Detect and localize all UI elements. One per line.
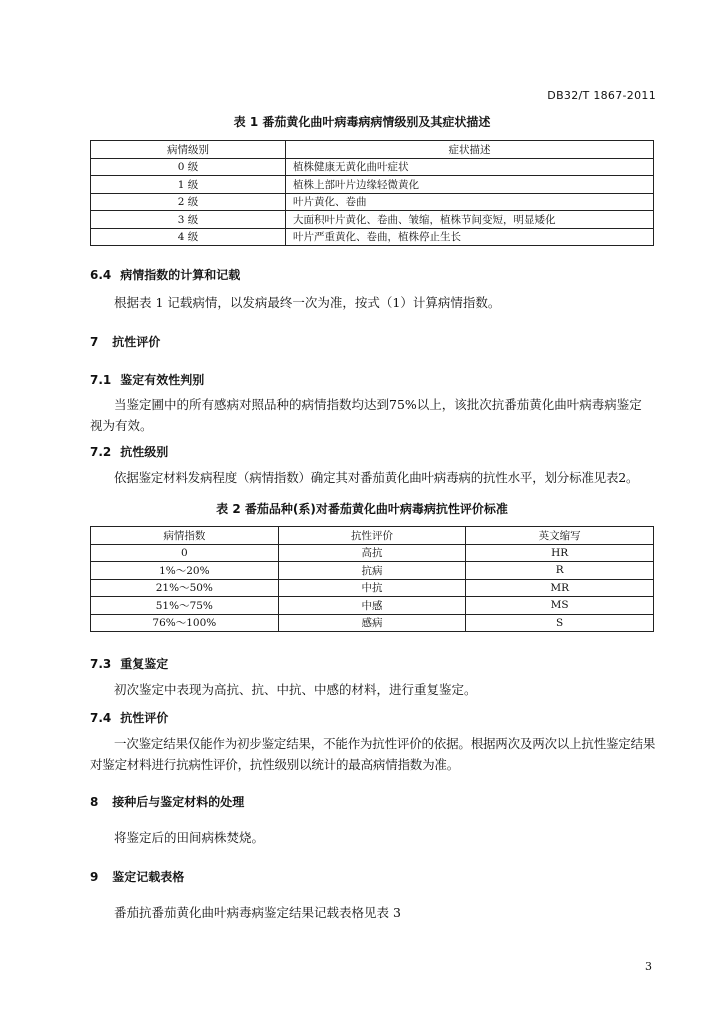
section-number: 7 (90, 335, 99, 349)
section-7-1-heading (90, 371, 204, 388)
standard-code: DB32/T 1867-2011 (547, 89, 656, 102)
section-number: 7.1 (90, 373, 112, 387)
cell-abbreviation: R (466, 562, 654, 580)
cell-symptom: 叶片黄化、卷曲 (286, 193, 654, 211)
cell-abbreviation: MR (466, 579, 654, 597)
section-6-4-text: 根据表 1 记载病情，以发病最终一次为准，按式（1）计算病情指数。 (114, 295, 501, 310)
cell-resistance: 高抗 (278, 544, 466, 562)
table-header-row (91, 527, 654, 545)
table1-symptom-levels (90, 140, 654, 246)
cell-symptom: 叶片严重黄化、卷曲，植株停止生长 (286, 228, 654, 246)
table-row (91, 544, 654, 562)
section-7-4-text: 一次鉴定结果仅能作为初步鉴定结果，不能作为抗性评价的依据。根据两次及两次以上抗性鉴定结果对鉴定材料进行抗病性评价，抗性级别以统计的最高病情指数为准。 (90, 736, 656, 772)
section-7-2-text: 依据鉴定材料发病程度（病情指数）确定其对番茄黄化曲叶病毒病的抗性水平，划分标准见表2。 (114, 470, 639, 485)
section-7-2-heading (90, 443, 168, 460)
cell-disease-index: 76%～100% (91, 614, 279, 632)
table-row (91, 562, 654, 580)
section-number: 7.3 (90, 657, 112, 671)
section-7-4-heading (90, 709, 168, 726)
cell-symptom: 植株上部叶片边缘轻微黄化 (286, 176, 654, 194)
cell-symptom: 大面积叶片黄化、卷曲、皱缩，植株节间变短，明显矮化 (286, 211, 654, 229)
col-header-resistance: 抗性评价 (278, 527, 466, 545)
table-row (91, 228, 654, 246)
table-row (91, 597, 654, 615)
table-row (91, 193, 654, 211)
section-7-3-heading (90, 655, 168, 672)
cell-abbreviation: HR (466, 544, 654, 562)
section-8-text: 将鉴定后的田间病株焚烧。 (114, 830, 265, 845)
cell-symptom: 植株健康无黄化曲叶症状 (286, 158, 654, 176)
table-row (91, 211, 654, 229)
table-row (91, 176, 654, 194)
section-number: 7.4 (90, 711, 112, 725)
cell-resistance: 中感 (278, 597, 466, 615)
section-8-heading (90, 793, 244, 810)
section-7-heading (90, 333, 160, 350)
cell-abbreviation: S (466, 614, 654, 632)
section-title: 鉴定记载表格 (112, 870, 185, 884)
section-title: 接种后与鉴定材料的处理 (112, 795, 245, 809)
section-6-4-heading (90, 266, 240, 283)
cell-disease-index: 21%～50% (91, 579, 279, 597)
section-title: 抗性评价 (112, 335, 161, 349)
section-9-heading (90, 868, 184, 885)
section-title: 鉴定有效性判别 (120, 373, 205, 387)
cell-disease-index: 0 (91, 544, 279, 562)
page-number: 3 (645, 960, 652, 973)
table-row (91, 579, 654, 597)
table-row (91, 614, 654, 632)
cell-level: 2 级 (91, 193, 286, 211)
col-header-disease-index: 病情指数 (91, 527, 279, 545)
col-header-abbreviation: 英文缩写 (466, 527, 654, 545)
cell-level: 3 级 (91, 211, 286, 229)
cell-resistance: 中抗 (278, 579, 466, 597)
section-title: 重复鉴定 (120, 657, 169, 671)
table2-caption: 表 2 番茄品种(系)对番茄黄化曲叶病毒病抗性评价标准 (216, 502, 508, 516)
section-number: 9 (90, 870, 99, 884)
table2-resistance-criteria (90, 526, 654, 632)
cell-disease-index: 51%～75% (91, 597, 279, 615)
section-title: 抗性级别 (120, 445, 169, 459)
cell-level: 0 级 (91, 158, 286, 176)
col-header-symptom: 症状描述 (286, 141, 654, 159)
table-row (91, 158, 654, 176)
section-9-text: 番茄抗番茄黄化曲叶病毒病鉴定结果记载表格见表 3 (114, 905, 401, 920)
col-header-level: 病情级别 (91, 141, 286, 159)
cell-disease-index: 1%～20% (91, 562, 279, 580)
cell-resistance: 感病 (278, 614, 466, 632)
section-number: 8 (90, 795, 99, 809)
cell-abbreviation: MS (466, 597, 654, 615)
table-header-row (91, 141, 654, 159)
section-title: 抗性评价 (120, 711, 169, 725)
cell-level: 1 级 (91, 176, 286, 194)
section-number: 6.4 (90, 268, 112, 282)
cell-resistance: 抗病 (278, 562, 466, 580)
cell-level: 4 级 (91, 228, 286, 246)
section-number: 7.2 (90, 445, 112, 459)
section-7-1-text: 当鉴定圃中的所有感病对照品种的病情指数均达到75%以上，该批次抗番茄黄化曲叶病毒病鉴定视为有效。 (90, 397, 642, 433)
section-7-3-text: 初次鉴定中表现为高抗、抗、中抗、中感的材料，进行重复鉴定。 (114, 682, 477, 697)
table1-caption: 表 1 番茄黄化曲叶病毒病病情级别及其症状描述 (233, 115, 491, 129)
section-title: 病情指数的计算和记载 (120, 268, 241, 282)
